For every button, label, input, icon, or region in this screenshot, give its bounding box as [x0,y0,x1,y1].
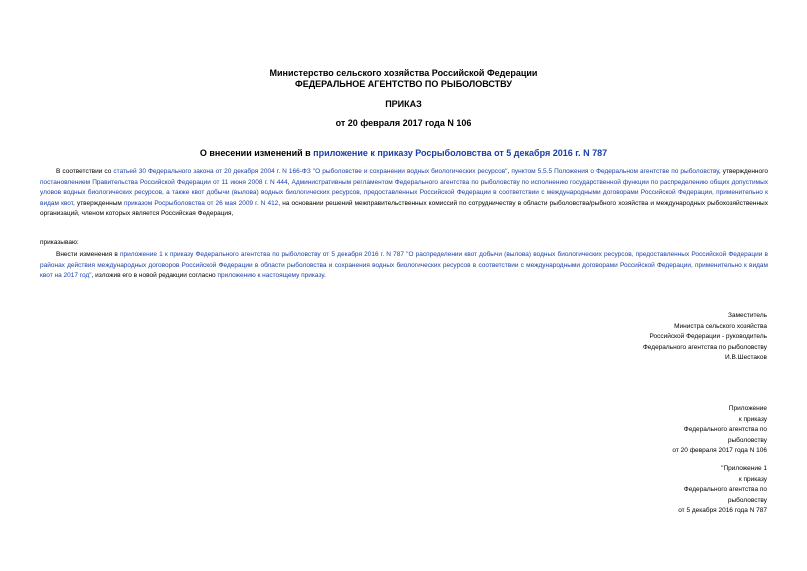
appendix-line: Федерального агентства по [683,426,767,433]
document-header [0,68,807,90]
order-link-1[interactable]: приложение 1 к приказу Федерального агентства по рыболовству от 5 декабря 2016 г. N 787 "О распределении квот добычи (вылова) водных биологических ресурсов, предоставленных Российской Федерации в районах действия международных договоров Российской Федерации в области рыболовства и сохранения водных биологических ресурсов в соответствии с международными договорами Российской Федерации, применительно к видам квот на 2017 год" [40,251,768,279]
order-word: приказываю: [40,239,79,246]
appendix-quote-line: "Приложение 1 [721,465,767,472]
appendix-quote-line: Федерального агентства по [683,486,767,493]
preamble-link-2[interactable]: пунктом 5.5.5 Положения о Федеральном агентстве по рыболовству [511,168,719,175]
appendix-line: к приказу [738,415,767,423]
appendix-line: Приложение [728,405,767,412]
appendix-quote-block [467,464,767,517]
preamble-paragraph [40,167,768,220]
signature-line: Федерального агентства по рыболовству [642,343,767,351]
signature-line: Министра сельского хозяйства [674,322,767,330]
preamble-text-4: , [287,178,292,186]
preamble-text-3: , утвержденного [718,168,768,175]
doc-title [0,148,807,158]
preamble-text-1: В соответствии со [56,168,114,175]
preamble-link-1[interactable]: статьей 30 Федерального закона от 20 декабря 2004 г. N 166-ФЗ "О рыболовстве и сохранении водных биологических ресурсов" [113,168,508,175]
preamble-text-5: , утвержденным [73,199,124,207]
appendix-block [467,404,767,457]
preamble-link-4[interactable]: Административным регламентом Федерального агентства по рыболовству по исполнению государственной функции по распределению общих допустимых уловов водных биологических ресурсов, а также квот добычи (вылова) водных биологических ресурсов, предоставленных Российской Федерации в соответствии с международными договорами Российской Федерации, применительно к видам квот [40,178,768,207]
order-text-1: Внести изменения в [56,251,120,258]
agency-name: ФЕДЕРАЛЬНОЕ АГЕНТСТВО ПО РЫБОЛОВСТВУ [295,79,512,89]
preamble-link-3[interactable]: постановлением Правительства Российской Федерации от 11 июня 2008 г. N 444 [40,178,288,186]
signature-line: И.В.Шестаков [725,354,767,361]
appendix-quote-line: к приказу [738,475,767,483]
appendix-quote-line: от 5 декабря 2016 года N 787 [678,507,767,514]
order-text-2: , изложив его в новой редакции согласно [91,272,218,279]
doc-title-prefix: О внесении изменений в [199,148,314,158]
order-text-3: . [323,272,326,279]
appendix-quote-line: рыболовству [727,496,767,504]
preamble-text-2: , [507,168,512,175]
doc-date-number: от 20 февраля 2017 года N 106 [335,118,472,128]
preamble-link-5[interactable]: приказом Росрыболовства от 26 мая 2009 г. N 412 [123,199,279,207]
doc-type: ПРИКАЗ [385,99,422,109]
order-paragraph [40,250,768,282]
signature-line: Российской Федерации - руководитель [649,333,767,340]
appendix-line: рыболовству [727,436,767,444]
signature-block [467,311,767,364]
order-link-2[interactable]: приложению к настоящему приказу [217,272,324,279]
appendix-line: от 20 февраля 2017 года N 106 [672,447,767,454]
doc-title-link[interactable]: приложение к приказу Росрыболовства от 5 декабря 2016 г. N 787 [313,148,608,158]
preamble-text-6: , на основании решений межправительственных комиссий по сотрудничеству в области рыболовства/рыбного хозяйства и международных рыбохозяйственных организаций, членом которых является Российская Федерация, [40,199,768,217]
ministry-name: Министерство сельского хозяйства Российской Федерации [269,68,538,78]
signature-line: Заместитель [728,312,767,319]
